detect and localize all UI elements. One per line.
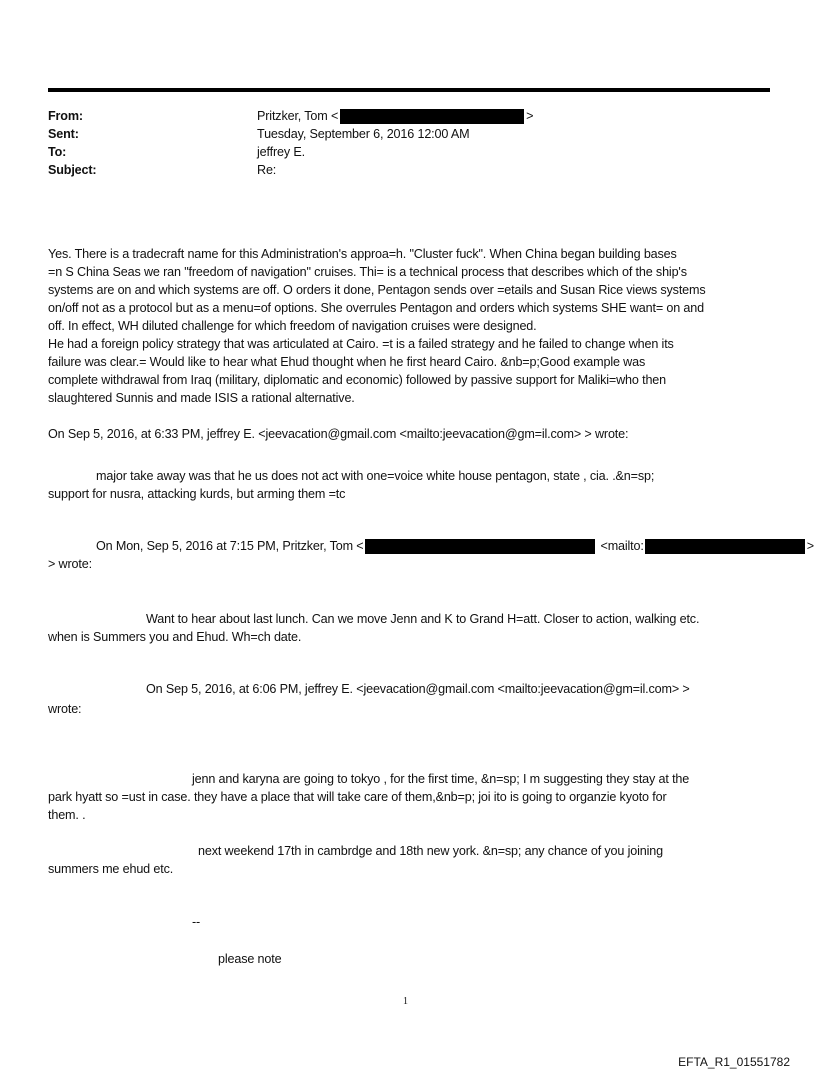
body-line: =n S China Seas we ran "freedom of navigation" cruises. Thi= is a technical process that describes which of the ship's [48, 265, 687, 279]
body-line: on/off not as a protocol but as a menu=of options. She overrules Pentagon and orders which systems SHE want= on and [48, 301, 704, 315]
to-label: To: [48, 145, 67, 159]
signature-dashes: -- [192, 915, 201, 929]
quote-header-close: > [806, 539, 814, 553]
sent-value: Tuesday, September 6, 2016 12:00 AM [257, 127, 470, 141]
body-line: Yes. There is a tradecraft name for this Administration's approa=h. "Cluster fuck". When China began building bases [48, 247, 677, 261]
quote-line: support for nusra, attacking kurds, but arming them =tc [48, 487, 346, 501]
quote-header-row [96, 537, 814, 555]
sent-label: Sent: [48, 127, 79, 141]
quote-header: On Sep 5, 2016, at 6:06 PM, jeffrey E. <jeevacation@gmail.com <mailto:jeevacation@gm=il.com> > [146, 682, 690, 696]
from-row [257, 107, 533, 125]
subject-value: Re: [257, 163, 277, 177]
quote-line: when is Summers you and Ehud. Wh=ch date. [48, 630, 302, 644]
body-line: slaughtered Sunnis and made ISIS a rational alternative. [48, 391, 355, 405]
page-number: 1 [403, 996, 408, 1007]
quote-line: park hyatt so =ust in case. they have a place that will take care of them,&nb=p; joi ito is going to organzie kyoto for [48, 790, 667, 804]
header-rule [48, 88, 770, 92]
from-label: From: [48, 109, 83, 123]
quote-line: them. . [48, 808, 86, 822]
quote-line: summers me ehud etc. [48, 862, 174, 876]
body-line: He had a foreign policy strategy that was articulated at Cairo. =t is a failed strategy and he failed to change when its [48, 337, 674, 351]
quote-line: jenn and karyna are going to tokyo , for the first time, &n=sp; I m suggesting they stay at the [192, 772, 690, 786]
quote-header-wrote: > wrote: [48, 557, 92, 571]
to-value: jeffrey E. [257, 145, 305, 159]
from-value: Pritzker, Tom < [257, 109, 339, 123]
quote-line: next weekend 17th in cambrdge and 18th new york. &n=sp; any chance of you joining [198, 844, 663, 858]
document-id: EFTA_R1_01551782 [678, 1055, 790, 1069]
quote-header: On Mon, Sep 5, 2016 at 7:15 PM, Pritzker, Tom < [96, 539, 364, 553]
quote-header-wrote: wrote: [48, 702, 82, 716]
redaction-box [645, 539, 805, 554]
body-line: off. In effect, WH diluted challenge for which freedom of navigation cruises were designed. [48, 319, 537, 333]
body-line: failure was clear.= Would like to hear what Ehud thought when he first heard Cairo. &nb=p;Good example was [48, 355, 646, 369]
quote-header: On Sep 5, 2016, at 6:33 PM, jeffrey E. <jeevacation@gmail.com <mailto:jeevacation@gm=il.com> > wrote: [48, 427, 629, 441]
subject-label: Subject: [48, 163, 97, 177]
quote-line: major take away was that he us does not act with one=voice white house pentagon, state , cia. .&n=sp; [96, 469, 655, 483]
body-line: complete withdrawal from Iraq (military, diplomatic and economic) followed by passive support for Maliki=who then [48, 373, 667, 387]
from-close: > [526, 109, 534, 123]
body-line: systems are on and which systems are off. O orders it done, Pentagon sends over =etails and Susan Rice views systems [48, 283, 706, 297]
please-note: please note [218, 952, 282, 966]
redaction-box [365, 539, 595, 554]
quote-header-mailto: <mailto: [600, 539, 644, 553]
redaction-box [340, 109, 524, 124]
quote-line: Want to hear about last lunch. Can we move Jenn and K to Grand H=att. Closer to action, walking etc. [146, 612, 700, 626]
